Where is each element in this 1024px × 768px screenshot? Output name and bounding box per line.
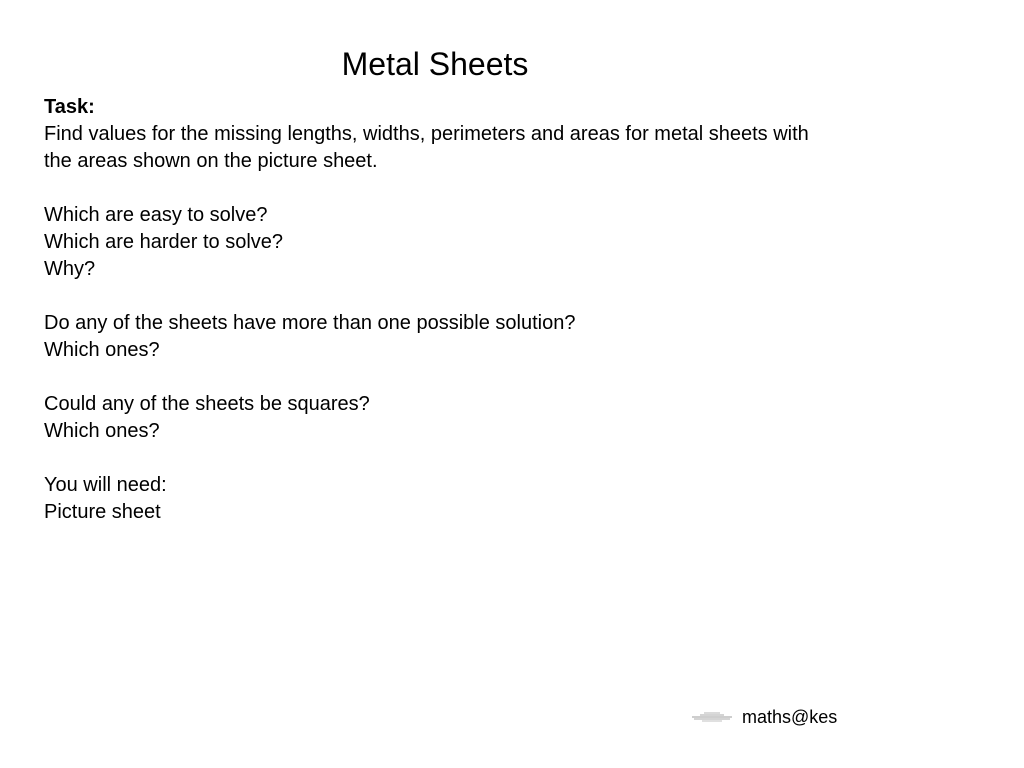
question-multiple-solutions: Do any of the sheets have more than one possible solution? (44, 312, 576, 334)
question-harder: Which are harder to solve? (44, 231, 284, 253)
question-which-ones-2: Which ones? (44, 420, 160, 442)
footer (690, 705, 837, 729)
question-which-ones-1: Which ones? (44, 339, 160, 361)
task-label: Task: (44, 96, 95, 118)
need-item: Picture sheet (44, 501, 161, 523)
slide-title: Metal Sheets (341, 46, 529, 82)
footer-text: maths@kes (742, 707, 838, 727)
need-label: You will need: (44, 474, 167, 496)
spacer (44, 175, 944, 202)
task-line-1: Find values for the missing lengths, widths, perimeters and areas for metal sheets with (44, 123, 809, 145)
question-squares: Could any of the sheets be squares? (44, 393, 370, 415)
question-easy: Which are easy to solve? (44, 204, 268, 226)
question-why: Why? (44, 258, 96, 280)
spacer (44, 283, 944, 310)
spacer (44, 445, 944, 472)
spacer (44, 364, 944, 391)
tiny-text-logo-icon (690, 712, 734, 722)
task-line-2: the areas shown on the picture sheet. (44, 150, 378, 172)
slide-body (44, 94, 944, 526)
